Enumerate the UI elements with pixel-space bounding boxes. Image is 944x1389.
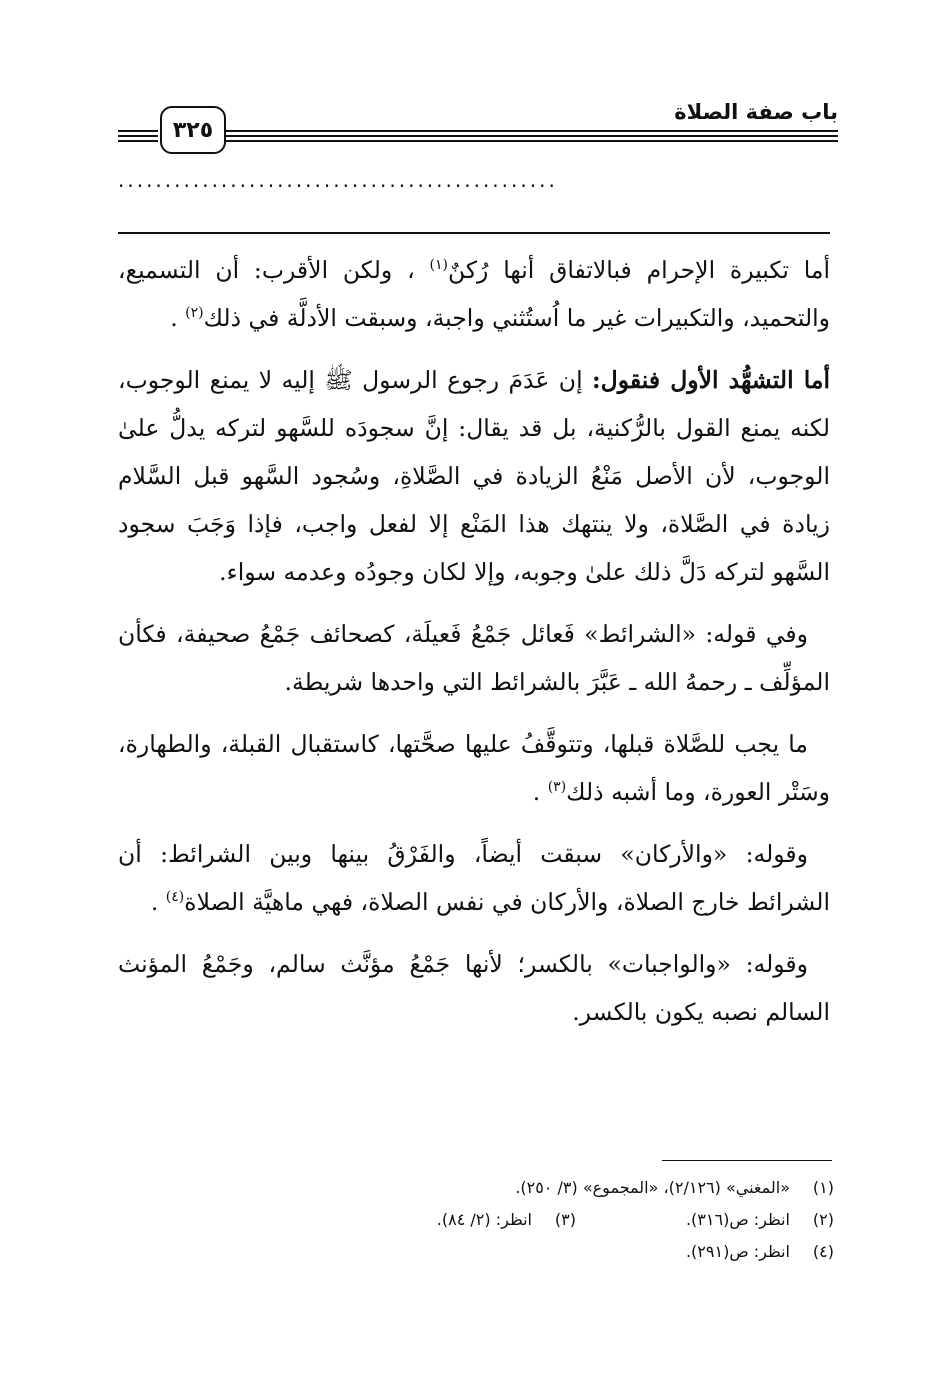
footnote-text: «المغني» (٢/١٢٦)، «المجموع» (٣/ ٢٥٠).	[515, 1178, 790, 1197]
header-rule	[222, 140, 838, 142]
footnotes	[118, 1172, 834, 1268]
dotted-separator: ...............................................	[118, 168, 558, 192]
paragraph	[118, 356, 830, 596]
text-span: وفي قوله: «الشرائط» فَعائل جَمْعُ فَعيلَة، كصحائف جَمْعُ صحيفة، فكأن المؤلِّف ـ رحمهُ الله ـ عَبَّرَ بالشرائط التي واحدها شريطة.	[118, 620, 830, 696]
text-span: .	[532, 778, 548, 806]
text-span: وقوله: «والواجبات» بالكسر؛ لأنها جَمْعُ مؤنَّث سالم، وجَمْعُ المؤنث السالم نصبه يكون بالكسر.	[118, 950, 830, 1026]
footnote-divider	[662, 1160, 832, 1161]
footnote-text: انظر: ص(٢٩١).	[685, 1242, 790, 1261]
footnote-ref: (١)	[429, 257, 448, 274]
footnote	[118, 1236, 834, 1268]
footnote-text: انظر: (٢/ ٨٤).	[436, 1210, 532, 1229]
page-header	[118, 92, 838, 162]
page-number: ٣٢٥	[160, 106, 226, 154]
header-rule	[118, 130, 158, 132]
footnote-number: (١)	[812, 1178, 834, 1197]
header-rule	[118, 140, 158, 142]
text-span: وقوله: «والأركان» سبقت أيضاً، والفَرْقُ بينها وبين الشرائط: أن الشرائط خارج الصلاة، والأركان في نفس الصلاة، فهي ماهيَّة الصلاة	[118, 840, 830, 916]
paragraph	[118, 610, 830, 706]
top-divider	[118, 232, 830, 234]
header-rule	[222, 135, 838, 137]
text-span: ، ولكن الأقرب: أن التسميع، والتحميد، والتكبيرات غير ما اُستُثني واجبة، وسبقت الأدلَّة في ذلك	[118, 256, 830, 332]
running-title: باب صفة الصلاة	[674, 100, 838, 124]
paragraph	[118, 940, 830, 1036]
body-text	[118, 246, 830, 1050]
text-span: .	[170, 304, 186, 332]
text-span: إن عَدَمَ رجوع الرسول ﷺ إليه لا يمنع الوجوب، لكنه يمنع القول بالرُّكنية، بل قد يقال: إنَّ سجودَه للسَّهو لتركه يدلُّ علىٰ الوجوب، لأن الأصل مَنْعُ الزيادة في الصَّلاةِ، وسُجود السَّهو قبل السَّلام زيادة في الصَّلاة، ولا ينتهك هذا المَنْع إلا لفعل واجب، فإذا وَجَبَ سجود السَّهو لتركه دَلَّ ذلك علىٰ وجوبه، وإلا لكان وجودُه وعدمه سواء.	[118, 366, 830, 586]
footnote-number: (٣)	[554, 1210, 576, 1229]
text-span: .	[150, 888, 166, 916]
footnote-number: (٢)	[812, 1210, 834, 1229]
footnote	[118, 1204, 834, 1236]
paragraph	[118, 830, 830, 926]
footnote-text: انظر: ص(٣١٦).	[685, 1210, 790, 1229]
header-rule	[222, 130, 838, 132]
text-span: ما يجب للصَّلاة قبلها، وتتوقَّفُ عليها صحَّتها، كاستقبال القبلة، والطهارة، وسَتْر العورة، وما أشبه ذلك	[118, 730, 830, 806]
paragraph	[118, 720, 830, 816]
footnote-ref: (٢)	[185, 305, 204, 322]
footnote-number: (٤)	[812, 1242, 834, 1261]
text-span: أما تكبيرة الإحرام فبالاتفاق أنها رُكنٌ	[447, 256, 830, 284]
footnote-ref: (٣)	[547, 779, 567, 796]
footnote-ref: (٤)	[165, 889, 185, 906]
paragraph-heading: أما التشهُّد الأول فنقول:	[592, 366, 830, 394]
header-rule	[118, 135, 158, 137]
paragraph	[118, 246, 830, 342]
footnote	[118, 1172, 834, 1204]
